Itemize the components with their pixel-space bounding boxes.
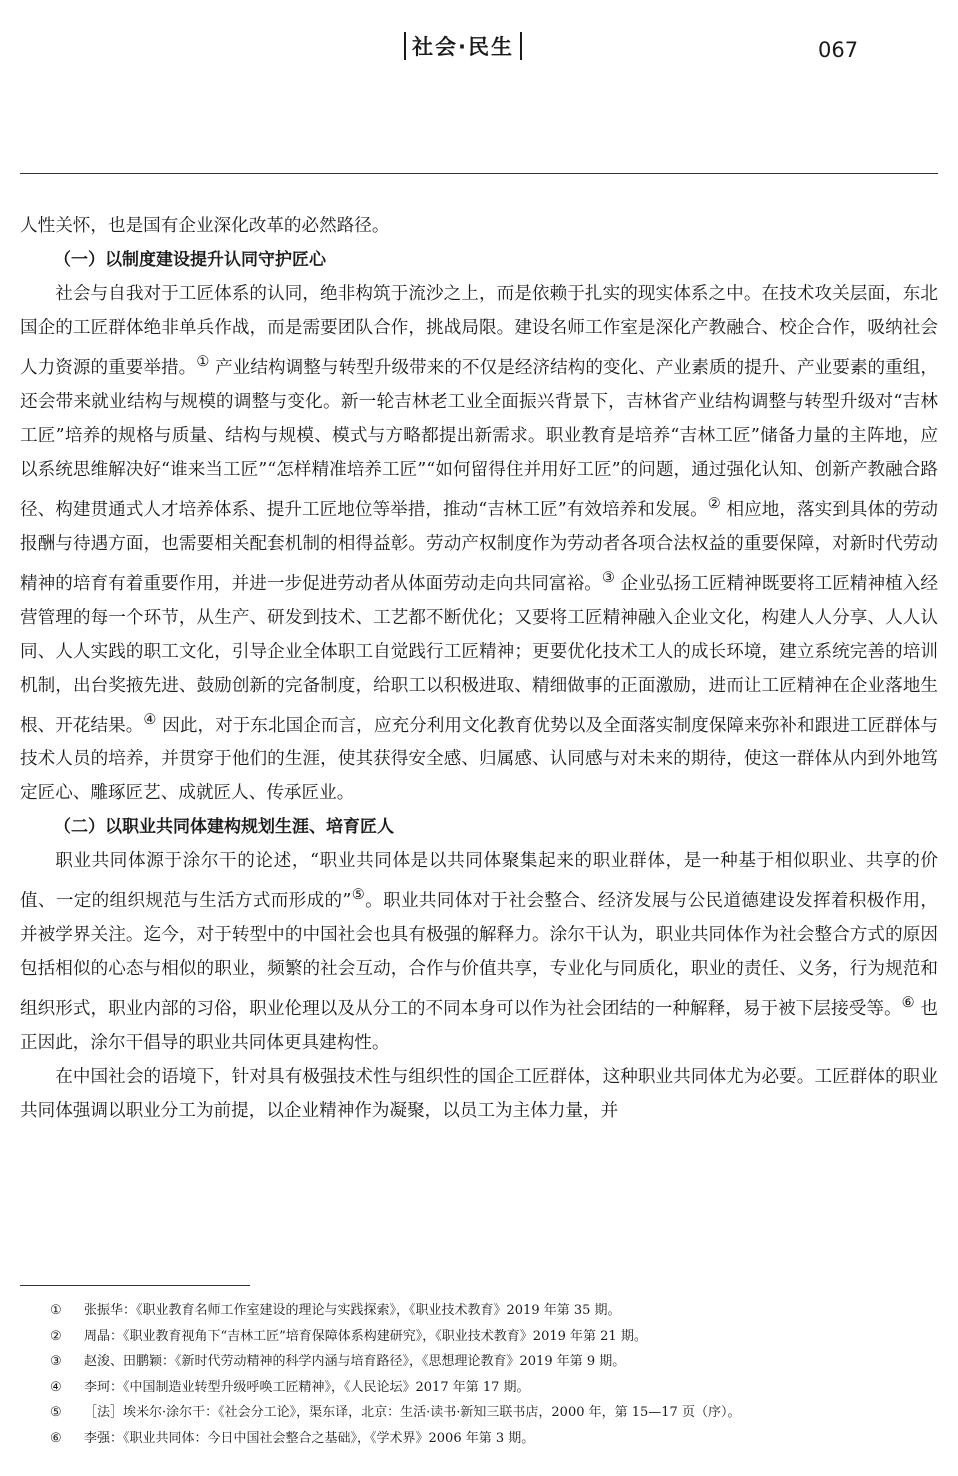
paragraph-text: 也正因此，涂尔干倡导的职业共同体更具建构性。	[20, 999, 939, 1054]
footnote-text: 张振华：《职业教育名师工作室建设的理论与实践探索》，《职业技术教育》2019 年第 35 期。	[84, 1303, 621, 1318]
footnote-item	[50, 1349, 930, 1375]
footnotes	[50, 1298, 930, 1451]
section-label	[398, 30, 528, 62]
paragraph-text: 产业结构调整与转型升级带来的不仅是经济结构的变化、产业素质的提升、产业要素的重组，还会带来就业结构与规模的调整与变化。新一轮吉林老工业全面振兴背景下，吉林省产业结构调整与转型升级对“吉林工匠”培养的规格与质量、结构与规模、模式与方略都提出新需求。职业教育是培养“吉林工匠”储备力量的主阵地，应以系统思维解决好“谁来当工匠”“怎样精准培养工匠”“如何留得住并用好工匠”的问题，通过强化认知、创新产教融合路径、构建贯通式人才培养体系、提升工匠地位等举措，推动“吉林工匠”有效培养和发展。	[20, 357, 938, 520]
footnote-text: 李珂：《中国制造业转型升级呼唤工匠精神》，《人民论坛》2017 年第 17 期。	[84, 1379, 530, 1395]
footnote-mark: ①	[50, 1303, 62, 1318]
footnote-ref[interactable]: ①	[196, 353, 210, 370]
footnote-item	[50, 1375, 930, 1401]
paragraph-text: 相应地，落实到具体的劳动报酬与待遇方面，也需要相关配套机制的相得益彰。劳动产权制度作为劳动者各项合法权益的重要保障，对新时代劳动精神的培育有着重要作用，并进一步促进劳动者从体面劳动走向共同富裕。	[20, 499, 938, 594]
footnote-item	[50, 1426, 930, 1452]
footnote-mark: ③	[50, 1354, 62, 1369]
footnote-text: 周晶：《职业教育视角下“吉林工匠”培育保障体系构建研究》，《职业技术教育》2019 年第 21 期。	[84, 1328, 647, 1344]
paragraph-text: 因此，对于东北国企而言，应充分利用文化教育优势以及全面落实制度保障来弥补和跟进工匠群体与技术人员的培养，并贯穿于他们的生涯，使其获得安全感、归属感、认同感与对未来的期待，使这一群体从内到外地笃定匠心、雕琢匠艺、成就匠人、传承匠业。	[20, 715, 938, 804]
footnote-item	[50, 1400, 930, 1426]
paragraph-text: 企业弘扬工匠精神既要将工匠精神植入经营管理的每一个环节，从生产、研发到技术、工艺都不断优化；又要将工匠精神融入企业文化，构建人人分享、人人认同、人人实践的职工文化，引导企业全体职工自觉践行工匠精神；更要优化技术工人的成长环境，建立系统完善的培训机制，出台奖掖先进、鼓励创新的完备制度，给职工以积极进取、精细做事的正面激励，进而让工匠精神在企业落地生根、开花结果。	[20, 573, 938, 736]
footnote-mark: ⑤	[50, 1405, 62, 1420]
footnote-item	[50, 1298, 930, 1324]
footnote-mark: ②	[50, 1328, 62, 1344]
header-rule	[20, 173, 938, 174]
footnote-ref[interactable]: ⑥	[901, 994, 915, 1012]
footnote-mark: ⑥	[50, 1430, 62, 1446]
paragraph	[20, 277, 938, 810]
paragraph: 在中国社会的语境下，针对具有极强技术性与组织性的国企工匠群体，这种职业共同体尤为必要。工匠群体的职业共同体强调以职业分工为前提，以企业精神作为凝聚，以员工为主体力量，并	[20, 1067, 938, 1122]
footnote-mark: ④	[50, 1379, 62, 1395]
footnote-text: ［法］埃米尔·涂尔干：《社会分工论》，渠东译，北京：生活·读书·新知三联书店，2000 年，第 15—17 页（序）。	[84, 1405, 741, 1420]
page-number: 067	[818, 38, 859, 62]
paragraph-text: 社会与自我对于工匠体系的认同，绝非构筑于流沙之上，而是依赖于扎实的现实体系之中。在技术攻关层面，东北国企的工匠群体绝非单兵作战，而是需要团队合作，挑战局限。建设名师工作室是深化产教融合、校企合作，吸纳社会人力资源的重要举措。	[20, 284, 938, 378]
footnote-ref[interactable]: ④	[143, 710, 157, 728]
footnote-item	[50, 1324, 930, 1350]
section-heading-1: （一）以制度建设提升认同守护匠心	[54, 250, 326, 270]
left-divider-bar	[404, 32, 406, 60]
footnote-ref[interactable]: ②	[707, 494, 721, 512]
paragraph	[20, 844, 938, 1060]
right-divider-bar	[520, 32, 522, 60]
footnote-text: 李强：《职业共同体：今日中国社会整合之基础》，《学术界》2006 年第 3 期。	[84, 1430, 535, 1446]
article-body	[20, 209, 938, 1128]
footnote-ref[interactable]: ③	[601, 568, 616, 586]
footnote-rule	[20, 1285, 250, 1286]
section-label-text: 社会·民生	[412, 35, 514, 59]
running-header	[0, 30, 958, 66]
footnote-ref[interactable]: ⑤	[351, 886, 366, 904]
paragraph-text: 。职业共同体对于社会整合、经济发展与公民道德建设发挥着积极作用，并被学界关注。迄今，对于转型中的中国社会也具有极强的解释力。涂尔干认为，职业共同体作为社会整合方式的原因包括相似的心态与相似的职业，频繁的社会互动，合作与价值共享，专业化与同质化，职业的责任、义务，行为规范和组织形式，职业内部的习俗，职业伦理以及从分工的不同本身可以作为社会团结的一种解释，易于被下层接受等。	[20, 891, 938, 1020]
footnote-text: 赵浚、田鹏颖：《新时代劳动精神的科学内涵与培育路径》，《思想理论教育》2019 年第 9 期。	[84, 1354, 626, 1369]
paragraph-text: 职业共同体源于涂尔干的论述，“职业共同体是以共同体聚集起来的职业群体，是一种基于相似职业、共享的价值、一定的组织规范与生活方式而形成的”	[20, 851, 938, 912]
section-heading-2: （二）以职业共同体建构规划生涯、培育匠人	[54, 817, 394, 838]
paragraph-continued: 人性关怀，也是国有企业深化改革的必然路径。	[20, 216, 390, 236]
